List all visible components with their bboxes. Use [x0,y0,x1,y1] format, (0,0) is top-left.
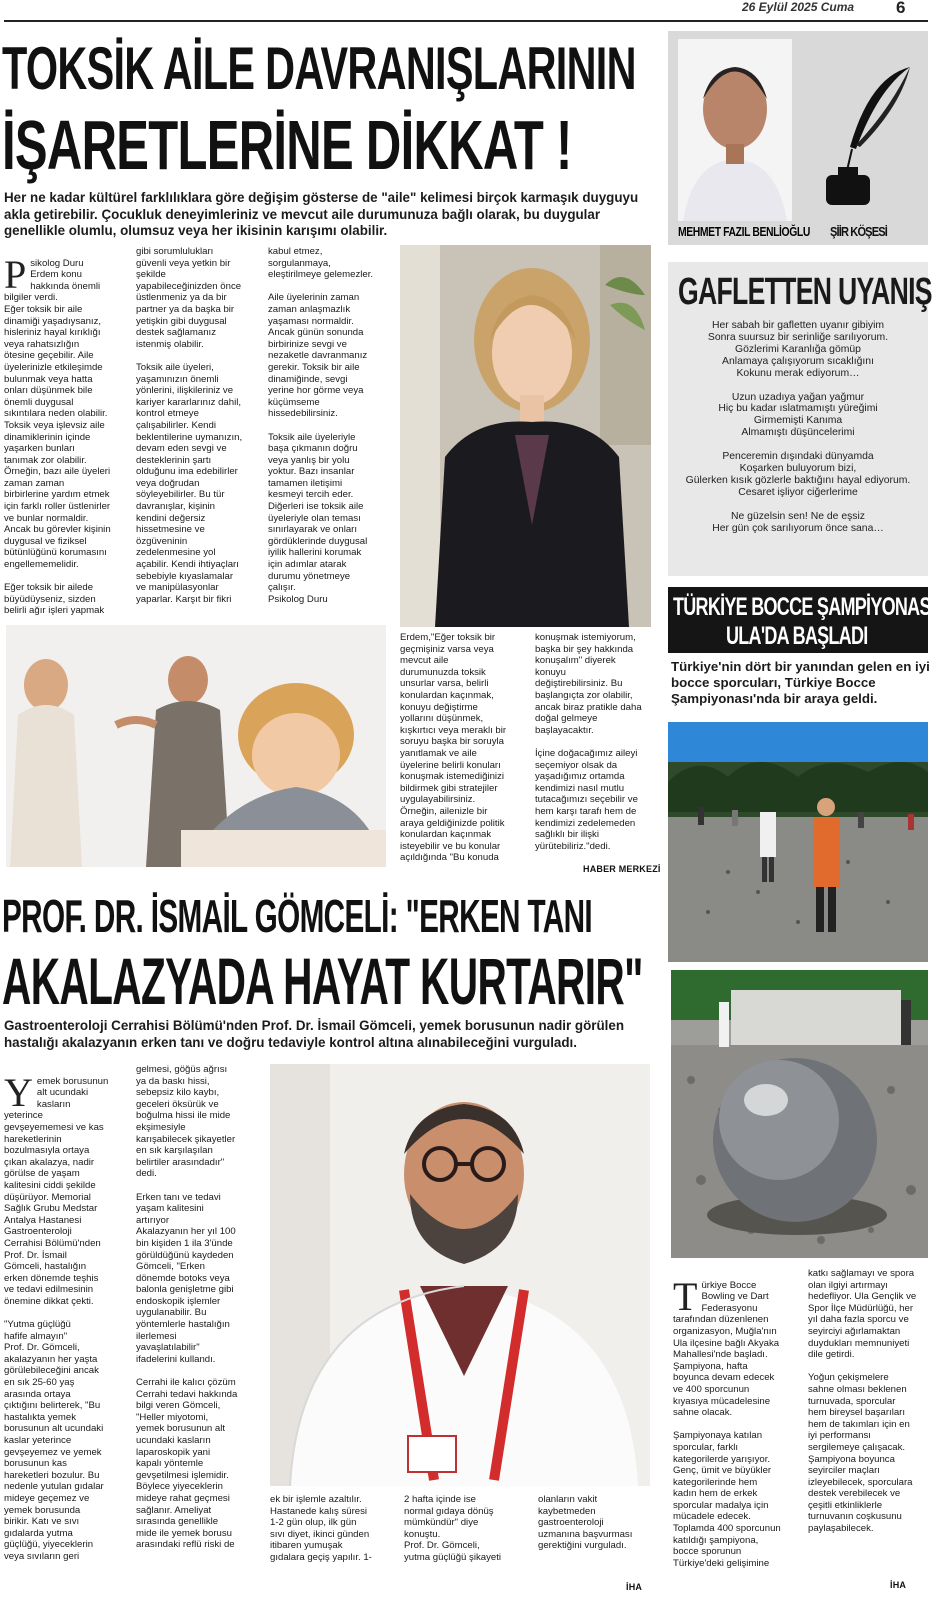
article1-column-1: Psikolog Duru Erdem konu hakkında önemli bilgiler verdi. Eğer toksik bir aile dinamiği yaşadıysanız, hisleriniz hayal kırıklığı veya rahatsızlığın ötesine geçebilir. Aile üyelerinizle etkileşimde bulunmak veya hatta onları düşünmek bile önemli duygusal sıkıntılara neden olabilir. Toksik veya işlevsiz aile dinamiklerinin içinde yaşarken bunları tanımak zor olabilir. Örneğin, bazı aile üyeleri zaman zaman birbirlerine yardım etmek için farklı roller üstlenirler ve bunlar normaldir. Ancak bu görevler kişinin duygusal ve fiziksel bütünlüğünü korumasını engellememelidir. Eğer toksik bir ailede büyüdüyseniz, sizden belirli ağır işleri yapmak [4,251,111,616]
bocce-lead: Türkiye'nin dört bir yanından gelen en iyi bocce sporcuları, Türkiye Bocce Şampiyonası'nda bir araya geldi. [671,659,930,706]
poem-title: GAFLETTEN UYANIŞ [678,271,932,313]
article1-column-2: gibi sorumlulukları güvenli veya yetkin bir şekilde yapabileceğinizden önce üstlenmeniz ya da bir partner ya da başka bir yetişkin gibi duygusal destek sağlamanız istenmiş olabilir. Toksik aile üyeleri, yaşamınızın önemli yönlerini, ilişkileriniz ve kariyer kararlarınız dahil, kontrol etmeye çalışabilirler. Kendi beklentilerine uymanızın, devam eden sevgi ve desteklerinin şartı olduğunu ima edebilirler veya doğrudan söyleyebilirler. Bu tür davranışlar, kişinin kendini değersiz hissetmesine ve özgüveninin zedelenmesine yol açabilir. Kendi ihtiyaçları sebebiyle kıyaslamalar ve manipülasyonlar yaparlar. Karşıt bir fikri [136,246,243,605]
article2-column-3: ek bir işlemle azaltılır. Hastanede kalış süresi 1-2 gün olup, ilk gün sıvı diyet, ikinci günden itibaren yumuşak gıdalara geçiş yapılır. 1- [270,1494,372,1563]
child-family-photo [6,625,386,867]
doctor-portrait-image [270,1064,650,1486]
child-family-image [6,625,386,867]
bocce-headline-banner [668,587,936,653]
header-rule [4,20,928,22]
bocce-field-photo [668,722,928,962]
bocce-ball-image [671,970,928,1258]
article2-column-1: Yemek borusunun alt ucundaki kasların yeterince gevşeyememesi ve kas hareketlerinin bozulmasıyla ortaya çıkan akalazya, nadir görülse de yaşam kalitesini ciddi şekilde düşürüyor. Memorial Sağlık Grubu Medstar Antalya Hastanesi Gastroenteroloji Cerrahisi Bölümü'nden Prof. Dr. İsmail Gömceli, hastalığın erken dönemde teşhis ve tedavi edilmesinin önemine dikkat çekti. "Yutma güçlüğü hafife almayın" Prof. Dr. Gömceli, akalazyanın her yaşta görülebileceğini ancak en sık 25-60 yaş arasında ortaya çıktığını belirterek, "Bu hastalıkta yemek borusunun alt ucundaki kaslar yeterince gevşeyemez ve yemek borusunun kas hareketleri bozulur. Bu nedenle yutulan gıdalar mideye geçemez ve yemek borusunda birikir. Katı ve sıvı gıdalarda yutma güçlüğü, yiyeceklerin veya sıvıların geri [4,1069,109,1562]
article1-column-5: konuşmak istemiyorum, başka bir şey hakkında konuşalım" diyerek konuyu değiştirebilirsiniz. Bu başlangıçta zor olabilir, ancak biraz pratikle daha doğal gelmeye başlayacaktır. İçine doğacağımız aileyi seçemiyor olsak da yaşadığımız ortamda kendimizi nasıl mutlu tutacağımızı seçebilir ve hem karşı tarafı hem de kendimizi zedelemeden sağlıklı bir ilişki yürütebiliriz."dedi. [535,632,642,852]
poem-stanza-4: Ne güzelsin sen! Ne de eşsiz Her gün çok sarılıyorum önce sana… [712,510,884,534]
issue-date: 26 Eylül 2025 Cuma [742,0,855,14]
bocce-headline-line2: ULA'DA BAŞLADI [726,622,868,650]
poem-stanza-2: Uzun uzadıya yağan yağmur Hiç bu kadar ıslatmamıştı yüreğimi Girmemişti Kanıma Almamıştı düşüncelerimi [718,391,878,439]
article2-column-2: gelmesi, göğüs ağrısı ya da baskı hissi, sebepsiz kilo kaybı, geceleri öksürük ve boğulma hissi ile mide ekşimesiyle karışabilecek şikayetler en sık karşılaşılan belirtiler arasındadır" dedi. Erken tanı ve tedavi yaşam kalitesini artırıyor Akalazyanın her yıl 100 bin kişiden 1 ila 3'ünde görüldüğünü kaydeden Gömceli, "Erken dönemde botoks veya balonla genişletme gibi endoskopik işlemler uygulanabilir. Bu yöntemlerle hastalığın ilerlemesi yavaşlatılabilir" ifadelerini kullandı. Cerrahi ile kalıcı çözüm Cerrahi tedavi hakkında bilgi veren Gömceli, "Heller miyotomi, yemek borusunun alt ucundaki kasların laparoskopik yani kapalı yöntemle gevşetilmesi işlemidir. Böylece yiyeceklerin mideye rahat geçmesi sağlanır. Ameliyat sırasında genellikle mide ile yemek borusu arasındaki reflü riski de [136,1064,238,1551]
article2-lead: Gastroenteroloji Cerrahisi Bölümü'nden Prof. Dr. İsmail Gömceli, yemek borusunun nadir görülen hastalığı akalazyanın erken tanı ve doğru tedaviyle kontrol altına alınabileceğini vurguladı. [4,1018,625,1050]
page-number: 6 [896,0,906,17]
poetry-section-label: ŞİİR KÖŞESİ [830,224,887,239]
poem-stanza-1: Her sabah bir gafletten uyanır gibiyim Sonra suursuz bir serinliğe sarılıyorum. Gözlerimi Karanlığa gömüp Anlamaya çalışıyorum sıcaklığını Kokunu merak ediyorum… [707,320,889,379]
article1-headline-line2: İŞARETLERİNE DİKKAT ! [2,106,572,184]
bocce-ball-photo [671,970,928,1258]
bocce-signature: İHA [890,1580,907,1590]
bocce-column-1: Türkiye Bocce Bowling ve Dart Federasyonu tarafından düzenlenen organizasyon, Muğla'nın Ula ilçesine bağlı Akyaka Mahallesi'nde başladı. Şampiyona, hafta boyunca devam edecek ve 400 sporcunun kıyasıya mücadelesine sahne olacak. Şampiyonaya katılan sporcular, farklı kategorilerde yarışıyor. Genç, ümit ve büyükler kategorilerinde hem kadın hem de erkek sporcular madalya için mücadele edecek. Toplamda 400 sporcunun katıldığı şampiyona, bocce sporunun Türkiye'deki gelişimine [673,1273,781,1569]
page-header [0,0,950,22]
psychologist-photo [400,245,651,627]
poem-body [668,320,928,535]
article2-headline-line2: AKALAZYADA HAYAT KURTARIR" [2,944,643,1018]
bocce-field-image [668,722,928,962]
quill-inkwell-icon [818,63,914,213]
bocce-column-2: katkı sağlamayı ve spora olan ilgiyi artırmayı hedefliyor. Ula Gençlik ve Spor İlçe Müdürlüğü, her yıl daha fazla sporcu ve seyirciyi ağırlamaktan duydukları memnuniyeti dile getirdi. Yoğun çekişmelere sahne olması beklenen turnuvada, sporcular hem bireysel başarıları hem de takımları için en iyi performansı sergilemeye çalışacak. Şampiyona boyunca seyirciler maçları izleyebilecek, sporculara destek verebilecek ve çeşitli etkinliklerle turnuvanın coşkusunu paylaşabilecek. [808,1268,917,1535]
poet-portrait-image [678,39,792,221]
article2-column-4: 2 hafta içinde ise normal gıdaya dönüş mümkündür" diye konuştu. Prof. Dr. Gömceli, yutma güçlüğü şikayeti [404,1494,502,1563]
psychologist-portrait-image [400,245,651,627]
poem-stanza-3: Penceremin dışındaki dünyamda Koşarken buluyorum bizi, Gülerken kısık gözlerle baktığını hayal ediyorum. Cesaret işliyor ciğerlerime [685,451,911,498]
article1-dropcap: P [4,251,27,297]
article2-signature: İHA [626,1582,643,1592]
bocce-dropcap: T [673,1273,698,1319]
article1-headline-line1: TOKSİK AİLE DAVRANIŞLARININ [2,35,636,102]
article2-headline-line1: PROF. DR. İSMAİL GÖMCELİ: "ERKEN TANI [2,890,593,942]
poet-name: MEHMET FAZIL BENLİOĞLU [678,224,810,239]
article2-column-5: olanların vakit kaybetmeden gastroenteroloji uzmanına başvurması gerektiğini vurguladı. [538,1494,633,1552]
bocce-headline-line1: TÜRKİYE BOCCE ŞAMPİYONASI [673,593,936,621]
article1-lead: Her ne kadar kültürel farklılıklara göre değişim gösterse de "aile" kelimesi birçok karmaşık duyguyu akla getirebilir. Çocukluk deneyimleriniz ve mevcut aile durumunuza bağlı olarak, bu duygular genellikle olumlu, olumsuz veya her ikisinin karışımı olabilir. [4,190,639,238]
doctor-photo [270,1064,650,1486]
article1-column-4: Erdem,"Eğer toksik bir geçmişiniz varsa veya mevcut aile durumunuzda toksik unsurlar varsa, belirli konulardan kaçınmak, konuyu değiştirme yollarını düşünmek, kışkırtıcı veya meraklı bir soruyu başka bir soruyla yanıtlamak ve aile üyelerine belirli konuları konuşmak istemediğinizi bildirmek gibi stratejiler uygulayabilirsiniz. Örneğin, ailenizle bir araya geldiğinizde politik konulardan kaçınmak isteyebilir ve bu konular açıldığında "Bu konuda [400,632,507,864]
article2-dropcap: Y [4,1069,33,1115]
poetry-author-box [668,31,928,245]
article1-column-3: kabul etmez, sorgulanmaya, eleştirilmeye gelemezler. Aile üyelerinin zaman zaman anlaşmazlık yaşaması normaldir. Ancak günün sonunda birbirinize sevgi ve nezaketle davranmanız gerekir. Toksik bir aile dinamiğinde, sevgi yerine hor görme veya küçümseme hissedebilirsiniz. Toksik aile üyeleriyle başa çıkmanın doğru veya yanlış bir yolu yoktur. Bazı insanlar tamamen iletişimi kesmeyi tercih eder. Diğerleri ise toksik aile üyeleriyle olan teması sınırlayarak ve onları gördüklerinde duygusal iyilik hallerini korumak için adımlar atarak durumu yönetmeye çalışır. Psikolog Duru [268,246,374,605]
poem-box [668,262,932,576]
article1-signature: HABER MERKEZİ [583,864,661,874]
